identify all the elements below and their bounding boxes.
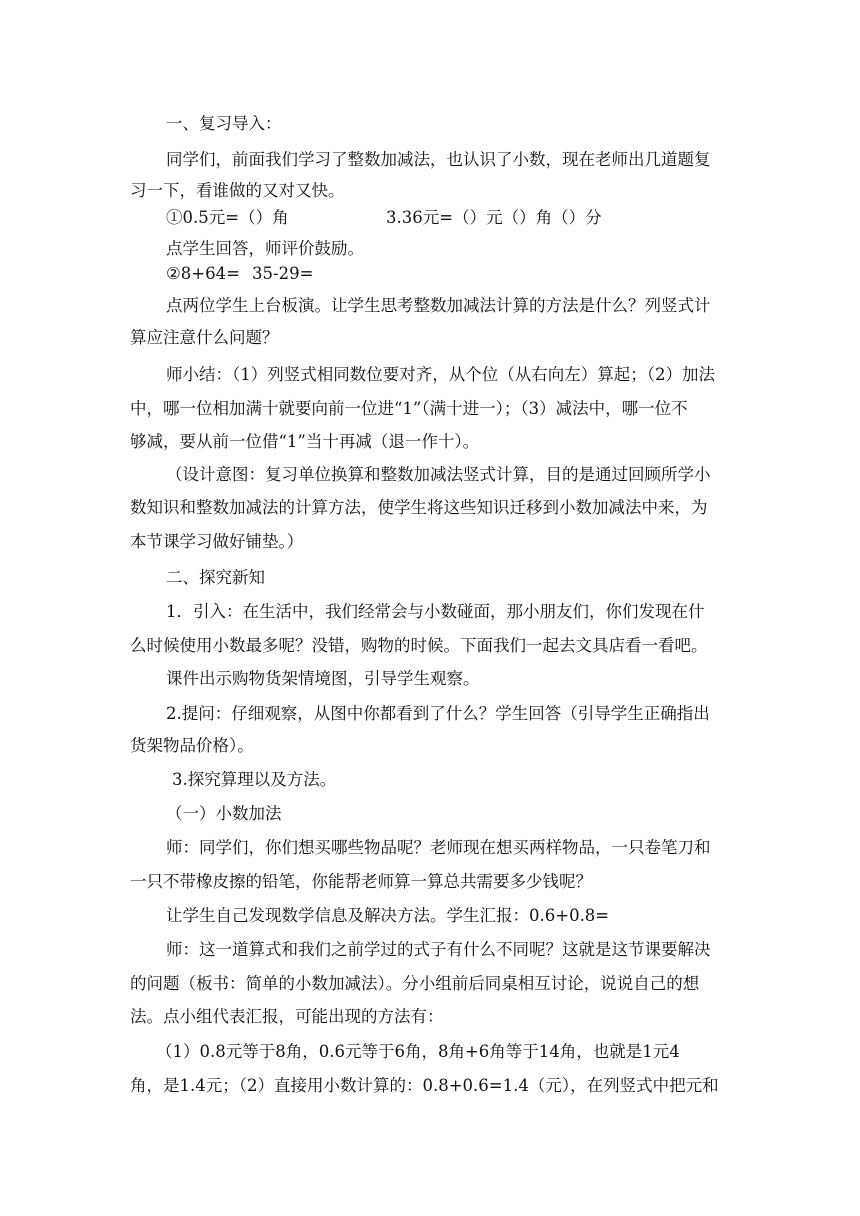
paragraph-line: 同学们，前面我们学习了整数加减法，也认识了小数，现在老师出几道题复 xyxy=(166,150,711,169)
section2-heading: 二、探究新知 xyxy=(166,568,265,587)
question-2b: 35-29= xyxy=(252,264,314,283)
subheading: （一）小数加法 xyxy=(166,804,282,823)
paragraph-line: 3.探究算理以及方法。 xyxy=(172,770,337,789)
paragraph-line: 1．引入：在生活中，我们经常会与小数碰面，那小朋友们，你们发现在什 xyxy=(166,602,705,621)
paragraph-line: 算应注意什么问题？ xyxy=(130,328,279,347)
paragraph-line: 一只不带橡皮擦的铅笔，你能帮老师算一算总共需要多少钱呢？ xyxy=(130,872,592,891)
paragraph-line: 点两位学生上台板演。让学生思考整数加减法计算的方法是什么？列竖式计 xyxy=(166,296,711,315)
paragraph-line: 师：这一道算式和我们之前学过的式子有什么不同呢？这就是这节课要解决 xyxy=(166,940,711,959)
paragraph-line: 法。点小组代表汇报，可能出现的方法有： xyxy=(130,1007,444,1026)
paragraph-line: 中，哪一位相加满十就要向前一位进“1”（满十进一）；（3）减法中，哪一位不 xyxy=(130,399,688,418)
paragraph-line: （设计意图：复习单位换算和整数加减法竖式计算，目的是通过回顾所学小 xyxy=(166,465,711,484)
paragraph-line: 习一下，看谁做的又对又快。 xyxy=(130,181,345,200)
paragraph-line: 2.提问：仔细观察，从图中你都看到了什么？学生回答（引导学生正确指出 xyxy=(166,704,710,723)
section1-heading: 一、复习导入： xyxy=(166,114,282,133)
paragraph-line: 让学生自己发现数学信息及解决方法。学生汇报：0.6+0.8= xyxy=(166,906,610,925)
paragraph-line: 师小结：（1）列竖式相同数位要对齐，从个位（从右向左）算起；（2）加法 xyxy=(166,365,715,384)
paragraph-line: 本节课学习做好铺垫。） xyxy=(130,532,304,551)
paragraph-line: 课件出示购物货架情境图，引导学生观察。 xyxy=(166,669,480,688)
question-1a: ①0.5元=（）角 xyxy=(166,208,289,227)
paragraph-line: 师：同学们，你们想买哪些物品呢？老师现在想买两样物品，一只卷笔刀和 xyxy=(166,838,711,857)
question-2a: ②8+64= xyxy=(166,264,240,283)
paragraph-line: 够减，要从前一位借“1”当十再减（退一作十）。 xyxy=(130,432,480,451)
paragraph-line: 角，是1.4元；（2）直接用小数计算的：0.8+0.6=1.4（元），在列竖式中把元和 xyxy=(130,1076,719,1095)
paragraph-line: 货架物品价格）。 xyxy=(130,736,254,755)
answer-note: 点学生回答，师评价鼓励。 xyxy=(166,239,364,258)
paragraph-line: 么时候使用小数最多呢？没错，购物的时候。下面我们一起去文具店看一看吧。 xyxy=(130,636,708,655)
question-1b: 3.36元=（）元（）角（）分 xyxy=(386,208,602,227)
paragraph-line: （1）0.8元等于8角，0.6元等于6角，8角+6角等于14角，也就是1元4 xyxy=(156,1042,680,1061)
paragraph-line: 数知识和整数加减法的计算方法，使学生将这些知识迁移到小数加减法中来，为 xyxy=(130,498,708,517)
paragraph-line: 的问题（板书：简单的小数加减法）。分小组前后同桌相互讨论，说说自己的想 xyxy=(130,974,700,993)
